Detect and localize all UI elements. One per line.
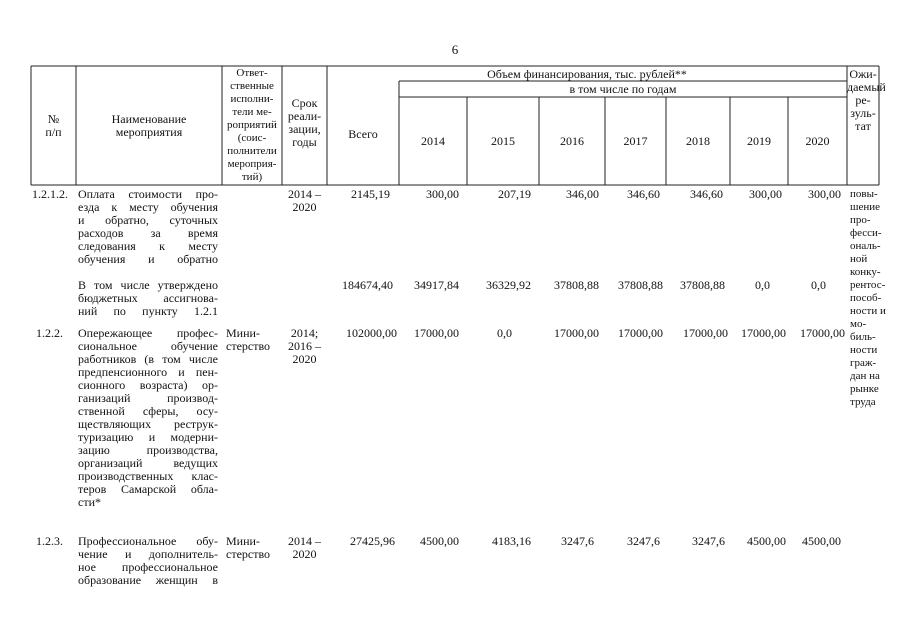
header-col-name: Наименование мероприятия — [111, 112, 187, 139]
row-term: 2014 – 2020 — [288, 187, 321, 214]
row-responsible: Мини- стерство — [226, 326, 271, 353]
header-year-2017: 2017 — [623, 134, 648, 148]
header-year-2016: 2016 — [560, 134, 584, 148]
row-value-2014: 4500,00 — [420, 534, 459, 548]
row-value-2016: 17000,00 — [554, 326, 599, 340]
expected-result: повы- шение про- фесси- ональ- ной конку- рентос- пособ- ности и мо- биль- ности граж- дан на рынке труда — [850, 188, 886, 408]
row-name: Профессиональное обу- чение и дополнитель- ное профессиональное образование женщин в — [78, 534, 218, 587]
row-value-2015: 36329,92 — [486, 278, 531, 292]
row-value-2016: 3247,6 — [561, 534, 594, 548]
row-value-2018: 37808,88 — [680, 278, 725, 292]
row-number: 1.2.2. — [36, 326, 63, 340]
row-value-2014: 34917,84 — [414, 278, 459, 292]
row-name: Опережающее профес- сиональное обучение работников (в том числе предпенсионного и пен- сионного возраста) ор- ганизаций производ- ственной сферы, осу- ществляющих реструк- туризацию и модерни- зацию производства, организаций ведущих производственных клас- теров Самарской обла- сти* — [78, 326, 218, 509]
header-total: Всего — [348, 127, 378, 141]
header-funding-title: Объем финансирования, тыс. рублей** — [487, 67, 687, 81]
row-value-2017: 17000,00 — [618, 326, 663, 340]
row-name: В том числе утверждено бюджетных ассигнова- ний по пункту 1.2.1 — [78, 278, 218, 318]
row-value-2020: 0,0 — [811, 278, 826, 292]
row-total: 2145,19 — [351, 187, 390, 201]
header-col-number: № п/п — [45, 112, 62, 139]
header-year-2019: 2019 — [747, 134, 771, 148]
row-value-2020: 300,00 — [808, 187, 841, 201]
header-col-responsible: Ответ- ственные исполни- тели ме- роприятий (соис- полнители мероприя- тий) — [227, 67, 277, 183]
header-col-term: Срок реали- зации, годы — [287, 96, 322, 149]
header-year-2018: 2018 — [686, 134, 710, 148]
row-value-2020: 4500,00 — [802, 534, 841, 548]
row-value-2016: 346,00 — [566, 187, 599, 201]
row-value-2018: 3247,6 — [692, 534, 725, 548]
header-year-2015: 2015 — [491, 134, 515, 148]
row-value-2020: 17000,00 — [800, 326, 845, 340]
row-value-2015: 4183,16 — [492, 534, 531, 548]
row-value-2015: 207,19 — [498, 187, 531, 201]
row-term: 2014 – 2020 — [288, 534, 321, 561]
row-value-2019: 17000,00 — [741, 326, 786, 340]
row-value-2016: 37808,88 — [554, 278, 599, 292]
row-value-2014: 17000,00 — [414, 326, 459, 340]
row-value-2018: 17000,00 — [683, 326, 728, 340]
row-value-2019: 300,00 — [749, 187, 782, 201]
row-value-2015: 0,0 — [497, 326, 512, 340]
page-number: 6 — [451, 42, 459, 57]
header-col-result: Ожи- даемый ре- зуль- тат — [847, 67, 886, 133]
row-term: 2014; 2016 – 2020 — [288, 326, 321, 366]
row-value-2019: 4500,00 — [747, 534, 786, 548]
row-total: 184674,40 — [342, 278, 393, 292]
row-number: 1.2.3. — [36, 534, 63, 548]
row-value-2018: 346,60 — [690, 187, 723, 201]
row-total: 27425,96 — [350, 534, 395, 548]
header-by-years: в том числе по годам — [569, 82, 677, 96]
row-value-2017: 346,60 — [627, 187, 660, 201]
header-year-2014: 2014 — [421, 134, 445, 148]
row-number: 1.2.1.2. — [32, 187, 68, 201]
row-value-2014: 300,00 — [426, 187, 459, 201]
row-total: 102000,00 — [346, 326, 397, 340]
row-responsible: Мини- стерство — [226, 534, 271, 561]
row-name: Оплата стоимости про- езда к месту обучения и обратно, суточных расходов за время следования к месту обучения и обратно — [78, 187, 218, 266]
row-value-2017: 3247,6 — [627, 534, 660, 548]
row-value-2017: 37808,88 — [618, 278, 663, 292]
header-year-2020: 2020 — [805, 134, 830, 148]
row-value-2019: 0,0 — [755, 278, 770, 292]
